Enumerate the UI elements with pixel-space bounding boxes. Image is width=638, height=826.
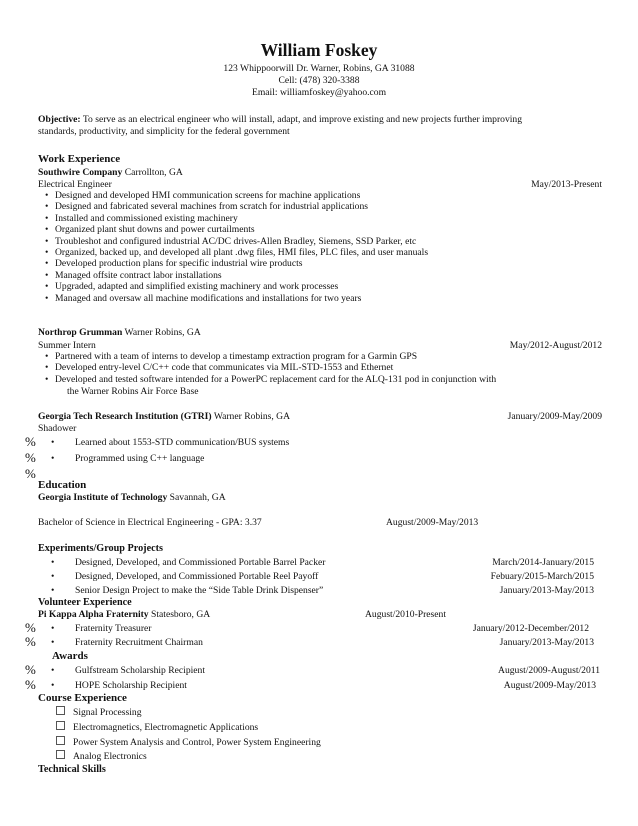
- company-name: Southwire Company: [38, 167, 123, 178]
- org-dates: August/2010-Present: [365, 609, 447, 620]
- bullet: •: [51, 437, 55, 448]
- percent-mark: %: [25, 634, 36, 649]
- objective-text-2: standards, productivity, and simplicity for the federal government: [38, 126, 290, 137]
- course-item: [56, 721, 258, 733]
- bullet-continuation: the Warner Robins Air Force Base: [67, 386, 199, 397]
- percent-mark: %: [25, 466, 36, 481]
- objective-label: Objective:: [38, 114, 81, 125]
- checkbox-icon: [56, 721, 65, 730]
- southwire-bullets: [38, 190, 428, 304]
- course-label: Power System Analysis and Control, Power System Engineering: [73, 737, 321, 748]
- list-item: Gulfstream Scholarship Recipient: [75, 665, 206, 676]
- bullet: •: [51, 557, 55, 568]
- list-item: • Organized, backed up, and developed all plant .dwg files, HMI files, PLC files, and user manuals: [38, 247, 428, 258]
- bullet: •: [51, 637, 55, 648]
- list-item: • Developed production plans for specific industrial wire products: [38, 258, 428, 269]
- percent-mark: %: [25, 620, 36, 635]
- bullet: •: [51, 453, 55, 464]
- list-item: • Designed and developed HMI communication screens for machine applications: [38, 190, 428, 201]
- list-item: Learned about 1553-STD communication/BUS systems: [75, 437, 290, 448]
- list-item: • Developed entry-level C/C++ code that communicates via MIL-STD-1553 and Ethernet: [38, 362, 496, 373]
- gtri-company-line: [38, 411, 290, 422]
- courses-heading: Course Experience: [38, 692, 127, 704]
- list-item: • Organized plant shut downs and power curtailments: [38, 224, 428, 235]
- degree-dates: August/2009-May/2013: [386, 517, 479, 528]
- job-dates: May/2013-Present: [531, 179, 602, 190]
- checkbox-icon: [56, 736, 65, 745]
- item-dates: March/2014-January/2015: [492, 557, 594, 568]
- objective-line-1: [38, 114, 522, 125]
- company-name: Northrop Grumman: [38, 327, 123, 338]
- volunteer-heading: Volunteer Experience: [38, 597, 132, 608]
- percent-mark: %: [25, 450, 36, 465]
- bullet: •: [51, 665, 55, 676]
- school-location: Savannah, GA: [169, 492, 226, 503]
- northrop-company-line: [38, 327, 201, 338]
- job-dates: January/2009-May/2009: [507, 411, 602, 422]
- list-item: • Partnered with a team of interns to develop a timestamp extraction program for a Garmin GPS: [38, 351, 496, 362]
- checkbox-icon: [56, 706, 65, 715]
- bullet: •: [51, 571, 55, 582]
- list-item: • Upgraded, adapted and simplified existing machinery and work processes: [38, 281, 428, 292]
- item-dates: January/2012-December/2012: [472, 623, 589, 634]
- work-experience-heading: Work Experience: [38, 153, 121, 165]
- bullet: •: [51, 585, 55, 596]
- awards-heading: Awards: [52, 650, 88, 662]
- southwire-company-line: [38, 167, 183, 178]
- course-item: [56, 736, 321, 748]
- school-name: Georgia Institute of Technology: [38, 492, 168, 503]
- bullet: •: [51, 623, 55, 634]
- list-item: • Managed offsite contract labor installations: [38, 270, 428, 281]
- list-item: • Developed and tested software intended for a PowerPC replacement card for the ALQ-131 pod in conjunction with: [38, 374, 496, 385]
- volunteer-org-line: [38, 609, 210, 620]
- projects-heading: Experiments/Group Projects: [38, 543, 163, 554]
- item-dates: January/2013-May/2013: [499, 585, 594, 596]
- bullet: •: [51, 680, 55, 691]
- percent-mark: %: [25, 662, 36, 677]
- skills-heading: Technical Skills: [38, 764, 106, 775]
- list-item: • Installed and commissioned existing machinery: [38, 213, 428, 224]
- company-location: Warner Robins, GA: [124, 327, 201, 338]
- job-title: Electrical Engineer: [38, 179, 112, 190]
- checkbox-icon: [56, 750, 65, 759]
- percent-mark: %: [25, 677, 36, 692]
- item-dates: August/2009-May/2013: [503, 680, 596, 691]
- item-dates: Febuary/2015-March/2015: [490, 571, 594, 582]
- item-dates: January/2013-May/2013: [499, 637, 594, 648]
- list-item: Programmed using C++ language: [75, 453, 205, 464]
- list-item: • Troubleshot and configured industrial AC/DC drives-Allen Bradley, Siemens, SSD Parker, etc: [38, 236, 428, 247]
- job-dates: May/2012-August/2012: [509, 340, 602, 351]
- company-name: Georgia Tech Research Institution (GTRI): [38, 411, 212, 422]
- northrop-bullets: [38, 351, 496, 385]
- course-label: Electromagnetics, Electromagnetic Applications: [73, 722, 259, 733]
- resume-name: William Foskey: [260, 40, 378, 60]
- item-dates: August/2009-August/2011: [498, 665, 600, 676]
- list-item: • Designed and fabricated several machines from scratch for industrial applications: [38, 201, 428, 212]
- list-item: Designed, Developed, and Commissioned Portable Barrel Packer: [75, 557, 326, 568]
- job-title: Shadower: [38, 423, 77, 434]
- degree: Bachelor of Science in Electrical Engineering - GPA: 3.37: [38, 517, 262, 528]
- course-label: Signal Processing: [73, 707, 142, 718]
- company-location: Carrollton, GA: [124, 167, 183, 178]
- course-item: [56, 706, 142, 718]
- list-item: Fraternity Treasurer: [75, 623, 152, 634]
- org-location: Statesboro, GA: [151, 609, 211, 620]
- company-location: Warner Robins, GA: [213, 411, 291, 422]
- education-heading: Education: [38, 479, 87, 491]
- course-label: Analog Electronics: [73, 751, 147, 762]
- job-title: Summer Intern: [38, 340, 96, 351]
- percent-mark: %: [25, 434, 36, 449]
- school-line: [38, 492, 226, 503]
- list-item: • Managed and oversaw all machine modifications and installations for two years: [38, 293, 428, 304]
- org-name: Pi Kappa Alpha Fraternity: [38, 609, 149, 620]
- cell-phone: Cell: (478) 320-3388: [278, 75, 360, 86]
- address: 123 Whippoorwill Dr. Warner, Robins, GA 31088: [223, 63, 415, 74]
- list-item: Fraternity Recruitment Chairman: [75, 637, 203, 648]
- objective-text-1: To serve as an electrical engineer who will install, adapt, and improve existing and new projects further improving: [82, 114, 523, 125]
- list-item: HOPE Scholarship Recipient: [75, 680, 187, 691]
- list-item: Designed, Developed, and Commissioned Portable Reel Payoff: [75, 571, 319, 582]
- list-item: Senior Design Project to make the “Side Table Drink Dispenser”: [75, 585, 324, 596]
- email: Email: williamfoskey@yahoo.com: [251, 87, 387, 98]
- course-item: [56, 750, 147, 762]
